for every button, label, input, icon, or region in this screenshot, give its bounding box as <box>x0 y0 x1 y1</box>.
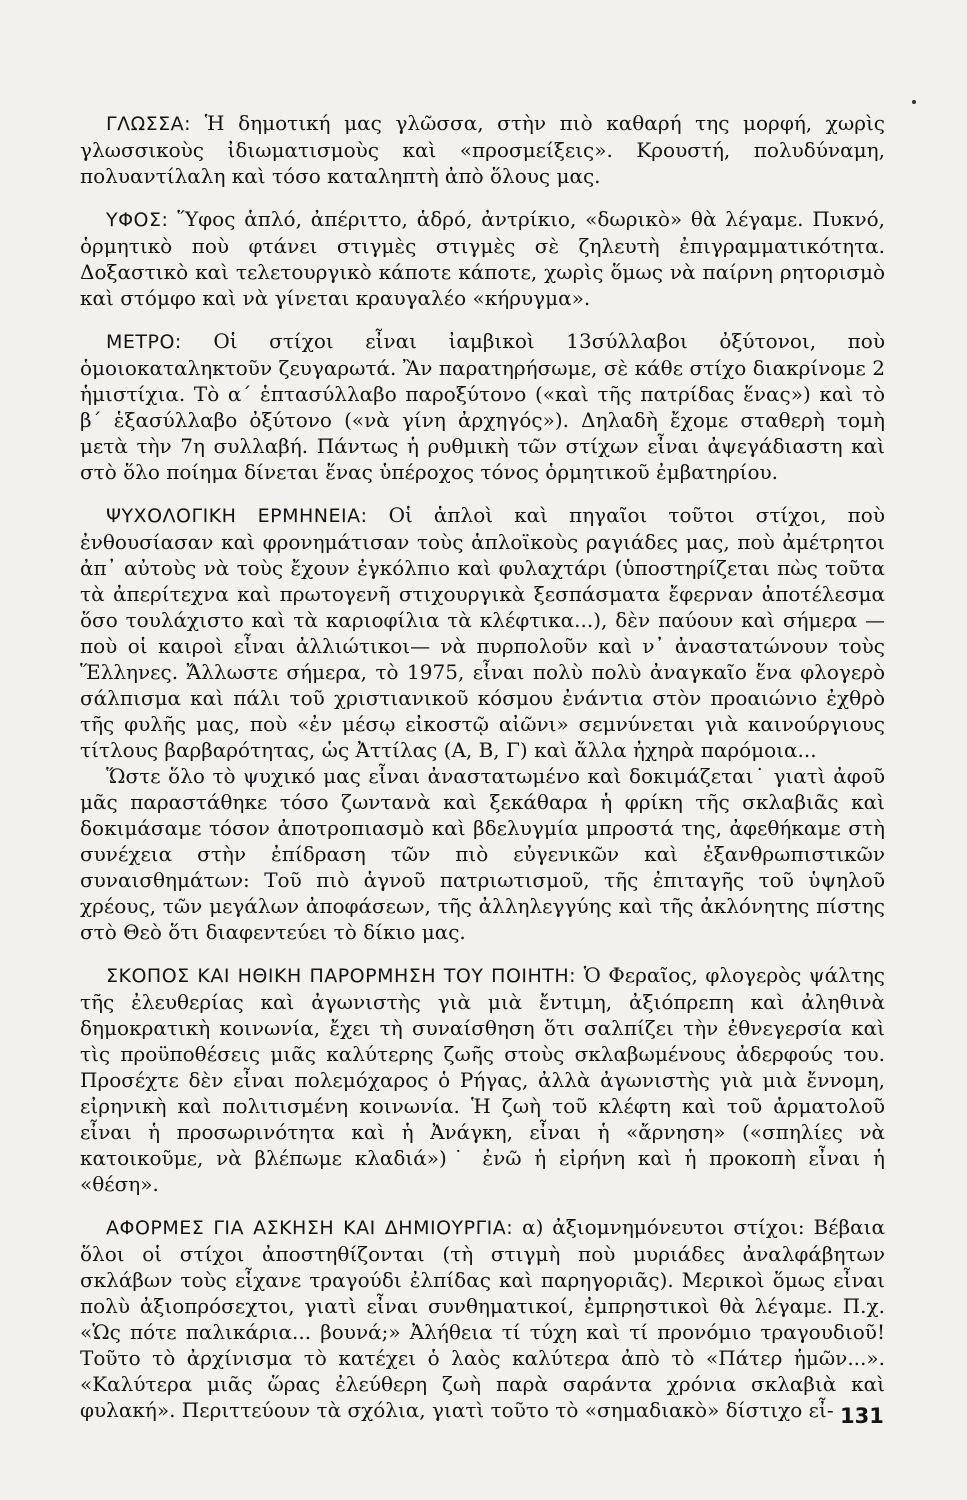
section-style <box>80 206 885 311</box>
section-exercise-prompts <box>80 1214 885 1423</box>
page-number: 131 <box>840 1404 884 1428</box>
section-body: Οἱ ἁπλοὶ καὶ πηγαῖοι τοῦτοι στίχοι, ποὺ ἐνθουσίασαν καὶ φρονημάτισαν τοὺς ἁπλοϊκοὺς ραγιάδες μας, ποὺ ἀμέτρητοι ἀπ᾽ αὐτοὺς νὰ τοὺς ἔχουν ἐγκόλπιο καὶ φυλαχτάρι (ὑποστηρίζεται πὼς τοῦτα τὰ ἀπερίτεχνα καὶ πρωτογενῆ στιχουργικὰ ξεσπάσματα ἔφερναν ἀποτέλεσμα ὅσο τουλάχιστο καὶ τὰ καριοφίλια τὰ κλέφτικα...), δὲν παύουν καὶ σήμερα —ποὺ οἱ καιροὶ εἶναι ἀλλιώτικοι— νὰ πυρπολοῦν καὶ ν᾽ ἀναστατώνουν τοὺς Ἕλληνες. Ἄλλωστε σήμερα, τὸ 1975, εἶναι πολὺ πολὺ ἀναγκαῖο ἕνα φλογερὸ σάλπισμα καὶ πάλι τοῦ χριστιανικοῦ κόσμου ἐνάντια στὸν προαιώνιο ἐχθρὸ τῆς φυλῆς μας, ποὺ «ἐν μέσῳ εἰκοστῷ αἰῶνι» σεμνύνεται γιὰ καινούργιους τίτλους βαρβαρότητας, ὡς Ἀττίλας (Α, Β, Γ) καὶ ἄλλα ἠχηρὰ παρόμοια... <box>80 503 885 762</box>
section-body: Ἡ δημοτική μας γλῶσσα, στὴν πιὸ καθαρή της μορφή, χωρὶς γλωσσικοὺς ἰδιωματισμοὺς καὶ «προσμείξεις». Κρουστή, πολυδύναμη, πολυαντίλαλη καὶ τόσο καταληπτὴ ἀπὸ ὅλους μας. <box>80 111 885 188</box>
section-heading: ΨΥΧΟΛΟΓΙΚΗ ΕΡΜΗΝΕΙΑ: <box>106 505 368 527</box>
section-heading: ΜΕΤΡΟ: <box>106 331 182 353</box>
section-body: Ὁ Φεραῖος, φλογερὸς ψάλτης τῆς ἐλευθερίας καὶ ἀγωνιστὴς γιὰ μιὰ ἔντιμη, ἀξιόπρεπη καὶ ἀληθινὰ δημοκρατικὴ κοινωνία, ἔχει τὴ συναίσθηση ὅτι σαλπίζει τὴν ἐθνεγερσία καὶ τὶς προϋποθέσεις μιᾶς καλύτερης ζωῆς στοὺς σκλαβωμένους ἀδερφούς του. Προσέχτε δὲν εἶναι πολεμόχαρος ὁ Ρήγας, ἀλλὰ ἀγωνιστὴς γιὰ μιὰ ἔννομη, εἰρηνικὴ καὶ πολιτισμένη κοινωνία. Ἡ ζωὴ τοῦ κλέφτη καὶ τοῦ ἁρματολοῦ εἶναι ἡ προσωρινότητα καὶ ἡ Ἀνάγκη, εἶναι ἡ «ἄρνηση» («σπηλίες νὰ κατοικοῦμε, νὰ βλέπωμε κλαδιά»)˙ ἐνῶ ἡ εἰρήνη καὶ ἡ προκοπὴ εἶναι ἡ «θέση». <box>80 963 886 1196</box>
section-heading: ΓΛΩΣΣΑ: <box>106 113 192 135</box>
section-heading: ΥΦΟΣ: <box>106 209 169 231</box>
section-language <box>80 110 885 189</box>
section-body: Ὕφος ἁπλό, ἀπέριττο, ἁδρό, ἀντρίκιο, «δωρικὸ» θὰ λέγαμε. Πυκνό, ὁρμητικὸ ποὺ φτάνει στιγμὲς στιγμὲς σὲ ζηλευτὴ ἐπιγραμματικότητα. Δοξαστικὸ καὶ τελετουργικὸ κάποτε κάποτε, χωρὶς ὅμως νὰ παίρνη ρητορισμὸ καὶ στόμφο καὶ νὰ γίνεται κραυγαλέο «κήρυγμα». <box>80 207 885 310</box>
ink-dot <box>912 100 916 104</box>
section-psychological-interpretation <box>80 502 885 763</box>
section-continuation <box>80 763 885 945</box>
section-body: α) ἀξιομνημόνευτοι στίχοι: Βέβαια ὅλοι οἱ στίχοι ἀποστηθίζονται (τὴ στιγμὴ ποὺ μυριάδες ἀναλφάβητων σκλάβων τοὺς εἶχανε τραγούδι ἐλπίδας καὶ παρηγοριᾶς). Μερικοὶ ὅμως εἶναι πολὺ ἀξιοπρόσεχτοι, γιατὶ εἶναι συνθηματικοί, ἐμπρηστικοὶ θὰ λέγαμε. Π.χ. «Ὡς πότε παλικάρια... βουνά;» Ἀλήθεια τί τύχη καὶ τί προνόμιο τραγουδιοῦ! Τοῦτο τὸ ἀρχίνισμα τὸ κατέχει ὁ λαὸς καλύτερα ἀπὸ τὸ «Πάτερ ἡμῶν...». «Καλύτερα μιᾶς ὥρας ἐλεύθερη ζωὴ παρὰ σαράντα χρόνια σκλαβιὰ καὶ φυλακή». Περιττεύουν τὰ σχόλια, γιατὶ τοῦτο τὸ «σημαδιακὸ» δίστιχο εἶ- <box>80 1215 885 1422</box>
section-body-continuation: Ὥστε ὅλο τὸ ψυχικό μας εἶναι ἀναστατωμένο καὶ δοκιμάζεται˙ γιατὶ ἀφοῦ μᾶς παραστάθηκε τόσο ζωντανὰ καὶ ξεκάθαρα ἡ φρίκη τῆς σκλαβιᾶς καὶ δοκιμάσαμε τόσον ἀποτροπιασμὸ καὶ βδελυγμία μπροστά της, ἀφεθήκαμε στὴ συνέχεια στὴν ἐπίδραση τῶν πιὸ εὐγενικῶν καὶ ἐξανθρωπιστικῶν συναισθημάτων: Τοῦ πιὸ ἁγνοῦ πατριωτισμοῦ, τῆς ἐπιταγῆς τοῦ ὑψηλοῦ χρέους, τῶν μεγάλων ἀποφάσεων, τῆς ἀλληλεγγύης καὶ τῆς ἀκλόνητης πίστης στὸ Θεὸ ὅτι διαφεντεύει τὸ δίκιο μας. <box>80 764 885 944</box>
section-heading: ΑΦΟΡΜΕΣ ΓΙΑ ΑΣΚΗΣΗ ΚΑΙ ΔΗΜΙΟΥΡΓΙΑ: <box>106 1217 514 1239</box>
page-text <box>80 110 885 1440</box>
section-heading: ΣΚΟΠΟΣ ΚΑΙ ΗΘΙΚΗ ΠΑΡΟΡΜΗΣΗ ΤΟΥ ΠΟΙΗΤΗ: <box>106 965 577 987</box>
section-purpose <box>80 962 885 1197</box>
section-body: Οἱ στίχοι εἶναι ἰαμβικοὶ 13σύλλαβοι ὀξύτονοι, ποὺ ὁμοιοκαταληκτοῦν ζευγαρωτά. Ἂν παρατηρήσωμε, σὲ κάθε στίχο διακρίνομε 2 ἡμιστίχια. Τὸ α΄ ἑπτασύλλαβο παροξύτονο («καὶ τῆς πατρίδας ἕνας») καὶ τὸ β΄ ἑξασύλλαβο ὀξύτονο («νὰ γίνη ἀρχηγός»). Δηλαδὴ ἔχομε σταθερὴ τομὴ μετὰ τὴν 7η συλλαβή. Πάντως ἡ ρυθμικὴ τῶν στίχων εἶναι ἀψεγάδιαστη καὶ στὸ ὅλο ποίημα δίνεται ἕνας ὑπέροχος τόνος ὁρμητικοῦ ἐμβατηρίου. <box>80 329 885 484</box>
section-meter <box>80 328 885 485</box>
